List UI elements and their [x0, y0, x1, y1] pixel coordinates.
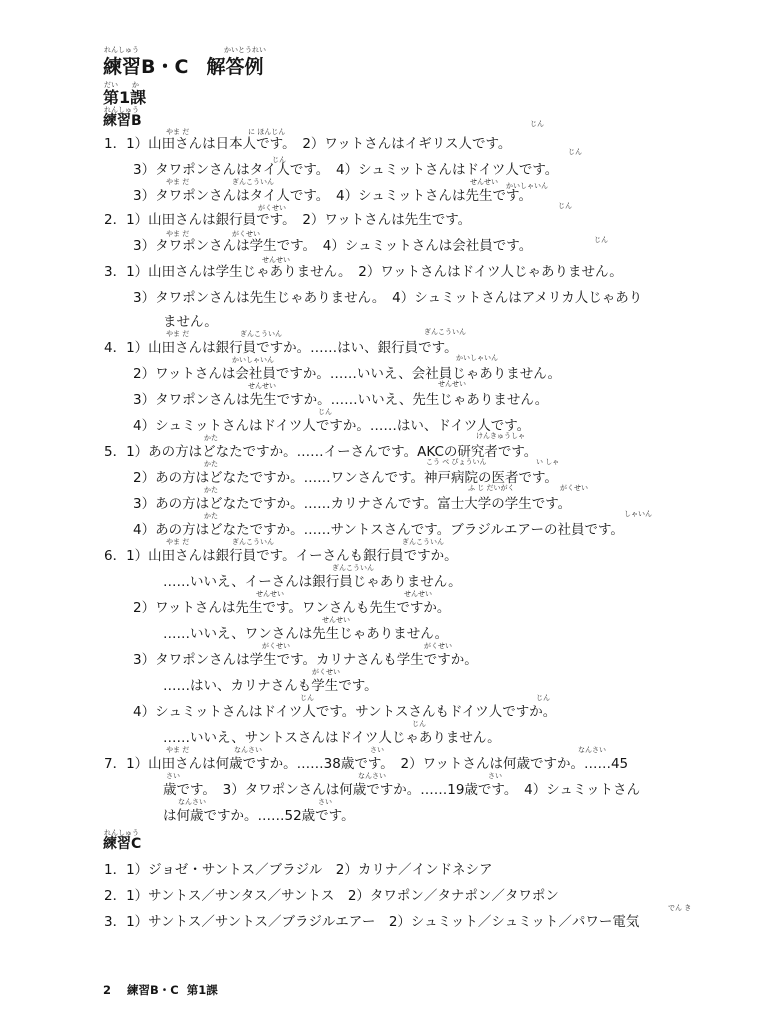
- furigana-kenkyuusha: けんきゅうしゃ: [476, 432, 525, 440]
- furigana-kata: かた: [204, 460, 218, 468]
- furigana-nansai: なんさい: [178, 798, 206, 806]
- furigana-jin: じん: [412, 720, 426, 728]
- furigana-fujidaigaku: ふ じ だいがく: [468, 484, 515, 492]
- title-left: 練習B・C: [103, 56, 189, 78]
- furigana-denki: でん き: [668, 904, 692, 912]
- furigana-sensei: せんせい: [256, 590, 284, 598]
- furigana-gakusei: がくせい: [560, 484, 588, 492]
- practice-b-3-3: 3）タワポンさんは先生じゃありません。 4）シュミットさんはアメリカ人じゃあり: [133, 290, 643, 306]
- furigana-kaitourei: かいとうれい: [224, 46, 266, 54]
- furigana-ginkouin: ぎんこういん: [240, 330, 282, 338]
- practice-b-1-3: 3）タワポンさんはタイ人です。 4）シュミットさんはドイツ人です。: [133, 162, 559, 178]
- furigana-yamada: やま だ: [166, 330, 190, 338]
- furigana-sensei: せんせい: [262, 256, 290, 264]
- page-number: 2: [103, 983, 112, 997]
- furigana-kaishain: かいしゃいん: [456, 354, 498, 362]
- practice-c-1: 1．1）ジョゼ・サントス／ブラジル 2）カリナ／インドネシア: [104, 862, 493, 878]
- footer-lesson: 第1課: [186, 983, 218, 997]
- practice-b-5-3: 3）あの方はどなたですか。……カリナさんです。富士大学の学生です。: [133, 496, 572, 512]
- page-footer: [103, 982, 218, 998]
- practice-b-6-1: 6．1）山田さんは銀行員です。イーさんも銀行員ですか。: [104, 548, 458, 564]
- section-heading-c: 練習C: [103, 836, 142, 852]
- furigana-ginkouin: ぎんこういん: [424, 328, 466, 336]
- furigana-kata: かた: [204, 434, 218, 442]
- practice-b-6-3-answer: ……はい、カリナさんも学生です。: [163, 678, 378, 694]
- practice-b-2-1: 2．1）山田さんは銀行員です。 2）ワットさんは先生です。: [104, 212, 472, 228]
- furigana-yamada: やま だ: [166, 538, 190, 546]
- furigana-ginkouin: ぎんこういん: [332, 564, 374, 572]
- furigana-shain: しゃいん: [624, 510, 652, 518]
- furigana-sensei: せんせい: [404, 590, 432, 598]
- title-right: 解答例: [206, 56, 264, 78]
- furigana-renshuu-b: れんしゅう: [104, 106, 139, 114]
- practice-b-3-3-cont: ません。: [163, 314, 218, 330]
- furigana-yamada: やま だ: [166, 178, 190, 186]
- practice-b-5-1: 5．1）あの方はどなたですか。……イーさんです。AKCの研究者です。: [104, 444, 538, 460]
- furigana-dai-ka: だい か: [104, 81, 139, 89]
- furigana-gakusei: がくせい: [258, 204, 286, 212]
- furigana-jin: じん: [594, 236, 608, 244]
- practice-b-5-2: 2）あの方はどなたですか。……ワンさんです。神戸病院の医者です。: [133, 470, 558, 486]
- furigana-yamada: やま だ: [166, 128, 190, 136]
- practice-b-3-1: 3．1）山田さんは学生じゃありません。 2）ワットさんはドイツ人じゃありません。: [104, 264, 623, 280]
- furigana-kata: かた: [204, 512, 218, 520]
- practice-b-4-1: 4．1）山田さんは銀行員ですか。……はい、銀行員です。: [104, 340, 458, 356]
- furigana-sensei: せんせい: [470, 178, 498, 186]
- furigana-sai: さい: [318, 798, 332, 806]
- furigana-nansai: なんさい: [358, 772, 386, 780]
- furigana-sai: さい: [488, 772, 502, 780]
- furigana-koubebyouin: こう べ びょういん: [426, 458, 487, 466]
- practice-c-2: 2．1）サントス／サンタス／サントス 2）タワポン／タナポン／タワポン: [104, 888, 559, 904]
- practice-b-4-3: 3）タワポンさんは先生ですか。……いいえ、先生じゃありません。: [133, 392, 549, 408]
- furigana-nihonjin: に ほんじん: [248, 128, 286, 136]
- practice-b-6-1-answer: ……いいえ、イーさんは銀行員じゃありません。: [163, 574, 462, 590]
- furigana-jin: じん: [536, 694, 550, 702]
- practice-b-7-1: 7．1）山田さんは何歳ですか。……38歳です。 2）ワットさんは何歳ですか。……45: [104, 756, 629, 772]
- practice-b-6-2-answer: ……いいえ、ワンさんは先生じゃありません。: [163, 626, 449, 642]
- furigana-gakusei: がくせい: [312, 668, 340, 676]
- furigana-nansai: なんさい: [234, 746, 262, 754]
- practice-b-1-1: 1．1）山田さんは日本人です。 2）ワットさんはイギリス人です。: [104, 136, 512, 152]
- practice-b-1-3b: 3）タワポンさんはタイ人です。 4）シュミットさんは先生です。: [133, 188, 532, 204]
- furigana-sai: さい: [166, 772, 180, 780]
- furigana-gakusei: がくせい: [232, 230, 260, 238]
- lesson-heading: 第1課: [103, 88, 147, 107]
- furigana-jin: じん: [272, 156, 286, 164]
- furigana-jin: じん: [568, 148, 582, 156]
- furigana-kaishain: かいしゃいん: [506, 182, 548, 190]
- furigana-sensei: せんせい: [322, 616, 350, 624]
- furigana-yamada: やま だ: [166, 746, 190, 754]
- practice-b-4-2: 2）ワットさんは会社員ですか。……いいえ、会社員じゃありません。: [133, 366, 562, 382]
- furigana-kata: かた: [204, 486, 218, 494]
- furigana-kaishain: かいしゃいん: [232, 356, 274, 364]
- practice-b-7-1-cont2: は何歳ですか。……52歳です。: [163, 808, 355, 824]
- practice-b-6-4: 4）シュミットさんはドイツ人です。サントスさんもドイツ人ですか。: [133, 704, 557, 720]
- practice-c-3: 3．1）サントス／サントス／ブラジルエアー 2）シュミット／シュミット／パワー電気: [104, 914, 640, 930]
- furigana-sensei: せんせい: [438, 380, 466, 388]
- furigana-gakusei: がくせい: [424, 642, 452, 650]
- furigana-gakusei: がくせい: [262, 642, 290, 650]
- furigana-ginkouin: ぎんこういん: [232, 538, 274, 546]
- footer-section: 練習B・C: [127, 983, 179, 997]
- furigana-renshuu-title: れんしゅう: [104, 46, 139, 54]
- furigana-jin: じん: [318, 408, 332, 416]
- page-title: [103, 56, 263, 78]
- furigana-jin: じん: [300, 694, 314, 702]
- furigana-isha: い しゃ: [536, 458, 560, 466]
- furigana-ginkouin: ぎんこういん: [232, 178, 274, 186]
- furigana-sensei: せんせい: [248, 382, 276, 390]
- furigana-yamada: やま だ: [166, 230, 190, 238]
- practice-b-7-1-cont: 歳です。 3）タワポンさんは何歳ですか。……19歳です。 4）シュミットさん: [163, 782, 641, 798]
- practice-b-5-4: 4）あの方はどなたですか。……サントスさんです。ブラジルエアーの社員です。: [133, 522, 624, 538]
- section-heading-b: 練習B: [103, 113, 142, 129]
- practice-b-6-4-answer: ……いいえ、サントスさんはドイツ人じゃありません。: [163, 730, 501, 746]
- furigana-renshuu-c: れんしゅう: [104, 829, 139, 837]
- furigana-ginkouin: ぎんこういん: [402, 538, 444, 546]
- practice-b-6-2: 2）ワットさんは先生です。ワンさんも先生ですか。: [133, 600, 451, 616]
- furigana-sai: さい: [370, 746, 384, 754]
- practice-b-6-3: 3）タワポンさんは学生です。カリナさんも学生ですか。: [133, 652, 478, 668]
- furigana-jin: じん: [558, 202, 572, 210]
- furigana-jin: じん: [530, 120, 544, 128]
- practice-b-4-4: 4）シュミットさんはドイツ人ですか。……はい、ドイツ人です。: [133, 418, 531, 434]
- practice-b-2-3: 3）タワポンさんは学生です。 4）シュミットさんは会社員です。: [133, 238, 533, 254]
- furigana-nansai: なんさい: [578, 746, 606, 754]
